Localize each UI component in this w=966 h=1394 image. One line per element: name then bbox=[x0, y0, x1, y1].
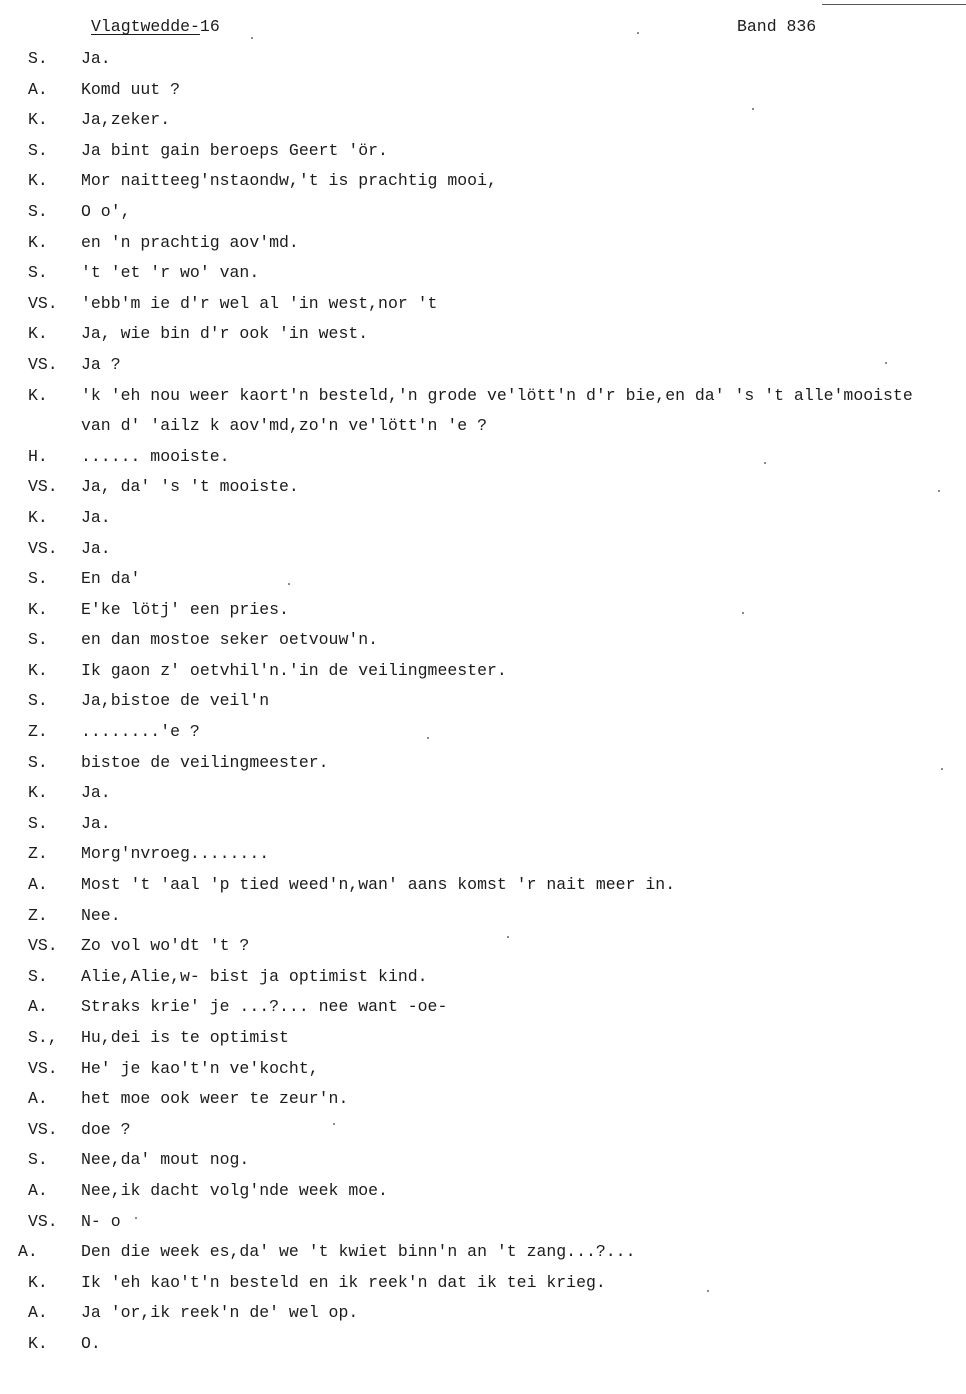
utterance-text: Ja. bbox=[81, 49, 111, 68]
speaker-label: VS. bbox=[28, 1119, 58, 1139]
speaker-label: VS. bbox=[28, 538, 58, 558]
utterance-text: en dan mostoe seker oetvouw'n. bbox=[81, 630, 379, 650]
speaker-label: Z. bbox=[28, 722, 48, 742]
speaker-label: S. bbox=[28, 752, 48, 772]
speaker-label: K. bbox=[28, 1333, 48, 1353]
utterance-text: 't 'et 'r wo' van. bbox=[81, 263, 260, 283]
dialogue-line bbox=[0, 1088, 966, 1119]
scan-speck bbox=[941, 768, 943, 770]
speaker-label: S. bbox=[28, 630, 48, 650]
dialogue-line bbox=[0, 354, 966, 385]
scan-speck bbox=[764, 462, 766, 464]
speaker-label: VS. bbox=[28, 1058, 58, 1078]
dialogue-line bbox=[0, 1211, 966, 1242]
dialogue-line bbox=[0, 538, 966, 569]
speaker-label: S. bbox=[28, 140, 48, 160]
dialogue-line bbox=[0, 935, 966, 966]
utterance-text: Ja, da' 's 't mooiste. bbox=[81, 477, 299, 497]
speaker-label: Z. bbox=[28, 844, 48, 864]
utterance-text: O. bbox=[81, 1333, 101, 1353]
utterance-text: Ik 'eh kao't'n besteld en ik reek'n dat ik tei krieg. bbox=[81, 1272, 606, 1292]
utterance-text: Nee. bbox=[81, 905, 121, 925]
top-rule bbox=[822, 4, 966, 5]
dialogue-line bbox=[0, 170, 966, 201]
utterance-text: Zo vol wo'dt 't ? bbox=[81, 936, 250, 956]
speaker-label: Z. bbox=[28, 905, 48, 925]
utterance-text: 'ebb'm ie d'r wel al 'in west,nor 't bbox=[81, 293, 438, 313]
dialogue-line bbox=[0, 446, 966, 477]
dialogue-line bbox=[0, 48, 966, 79]
dialogue-line bbox=[0, 690, 966, 721]
dialogue-line bbox=[0, 262, 966, 293]
utterance-text: Ja. bbox=[81, 783, 111, 803]
scan-speck bbox=[752, 108, 754, 110]
dialogue-line bbox=[0, 996, 966, 1027]
speaker-label: K. bbox=[28, 1272, 48, 1292]
dialogue-line bbox=[0, 1027, 966, 1058]
utterance-text: Den die week es,da' we 't kwiet binn'n an 't zang...?... bbox=[81, 1242, 636, 1262]
speaker-label: A. bbox=[28, 1089, 48, 1109]
speaker-label: VS. bbox=[28, 354, 58, 374]
dialogue-line bbox=[0, 966, 966, 997]
speaker-label: K. bbox=[28, 660, 48, 680]
scan-speck bbox=[251, 37, 253, 39]
scan-speck bbox=[135, 1217, 137, 1219]
speaker-label: A. bbox=[28, 1180, 48, 1200]
speaker-label: S. bbox=[28, 966, 48, 986]
scan-speck bbox=[637, 32, 639, 34]
speaker-label: S. bbox=[28, 201, 48, 221]
dialogue-line bbox=[0, 140, 966, 171]
speaker-label: K. bbox=[28, 783, 48, 803]
utterance-text: Ik gaon z' oetvhil'n.'in de veilingmeester. bbox=[81, 660, 507, 680]
dialogue-line bbox=[0, 905, 966, 936]
dialogue-line bbox=[0, 109, 966, 140]
utterance-text: O o', bbox=[81, 201, 131, 221]
utterance-text: Nee,ik dacht volg'nde week moe. bbox=[81, 1180, 388, 1200]
speaker-label: A. bbox=[28, 875, 48, 895]
scan-speck bbox=[885, 362, 887, 364]
utterance-text: Alie,Alie,w- bist ja optimist kind. bbox=[81, 966, 428, 986]
utterance-text: Ja,zeker. bbox=[81, 110, 171, 130]
speaker-label: H. bbox=[28, 446, 48, 466]
utterance-text: Komd uut ? bbox=[81, 79, 181, 99]
speaker-label: VS. bbox=[28, 293, 58, 313]
speaker-label: S. bbox=[28, 569, 48, 589]
utterance-text: Ja. bbox=[81, 507, 111, 527]
dialogue-line bbox=[0, 1180, 966, 1211]
speaker-label: S. bbox=[28, 49, 48, 68]
dialogue-line bbox=[0, 385, 966, 416]
dialogue-line bbox=[0, 660, 966, 691]
speaker-label: S. bbox=[28, 263, 48, 283]
dialogue-line bbox=[0, 232, 966, 263]
scan-speck bbox=[333, 1123, 335, 1125]
speaker-label: S. bbox=[28, 1150, 48, 1170]
utterance-text: Ja. bbox=[81, 538, 111, 558]
utterance-text: Morg'nvroeg........ bbox=[81, 844, 270, 864]
utterance-text: en 'n prachtig aov'md. bbox=[81, 232, 299, 252]
speaker-label: K. bbox=[28, 232, 48, 252]
dialogue-line bbox=[0, 293, 966, 324]
dialogue-line bbox=[0, 843, 966, 874]
utterance-text: ...... mooiste. bbox=[81, 446, 230, 466]
speaker-label: VS. bbox=[28, 477, 58, 497]
utterance-text: Ja, wie bin d'r ook 'in west. bbox=[81, 324, 369, 344]
scan-speck bbox=[288, 583, 290, 585]
dialogue-line bbox=[0, 568, 966, 599]
speaker-label: VS. bbox=[28, 1211, 58, 1231]
scan-speck bbox=[742, 612, 744, 614]
dialogue-line bbox=[0, 874, 966, 905]
utterance-text: Hu,dei is te optimist bbox=[81, 1028, 289, 1047]
dialogue-line bbox=[0, 1272, 966, 1303]
utterance-text: bistoe de veilingmeester. bbox=[81, 752, 329, 772]
dialogue-line bbox=[0, 813, 966, 844]
speaker-label: K. bbox=[28, 110, 48, 130]
scan-speck bbox=[507, 936, 509, 938]
dialogue-lines bbox=[0, 48, 966, 1364]
dialogue-line bbox=[0, 1241, 966, 1272]
document-title bbox=[91, 17, 220, 36]
scan-speck bbox=[707, 1290, 709, 1292]
utterance-text: He' je kao't'n ve'kocht, bbox=[81, 1058, 319, 1078]
utterance-text: Ja 'or,ik reek'n de' wel op. bbox=[81, 1303, 359, 1323]
dialogue-line bbox=[0, 507, 966, 538]
title-place: Vlagtwedde- bbox=[91, 17, 200, 36]
utterance-text: N- o bbox=[81, 1211, 121, 1231]
utterance-text: Mor naitteeg'nstaondw,'t is prachtig mooi, bbox=[81, 171, 497, 191]
speaker-label: K. bbox=[28, 385, 48, 405]
utterance-text: 'k 'eh nou weer kaort'n besteld,'n grode ve'lött'n d'r bie,en da' 's 't alle'mooiste bbox=[81, 385, 913, 405]
title-number: 16 bbox=[199, 17, 220, 36]
utterance-text: doe ? bbox=[81, 1119, 131, 1139]
utterance-text: E'ke lötj' een pries. bbox=[81, 599, 289, 619]
dialogue-line bbox=[0, 1302, 966, 1333]
dialogue-line bbox=[0, 79, 966, 110]
dialogue-line bbox=[0, 1149, 966, 1180]
dialogue-line bbox=[0, 1333, 966, 1364]
speaker-label: A. bbox=[28, 1303, 48, 1323]
utterance-text: En da' bbox=[81, 569, 141, 589]
dialogue-line bbox=[0, 782, 966, 813]
scan-speck bbox=[427, 737, 429, 739]
dialogue-line bbox=[0, 599, 966, 630]
speaker-label: A. bbox=[28, 997, 48, 1017]
utterance-text: Straks krie' je ...?... nee want -oe- bbox=[81, 997, 448, 1017]
dialogue-line bbox=[0, 752, 966, 783]
dialogue-line bbox=[0, 323, 966, 354]
speaker-label: A. bbox=[28, 79, 48, 99]
utterance-text: ........'e ? bbox=[81, 722, 200, 742]
band-label: Band 836 bbox=[737, 17, 817, 36]
speaker-label: A. bbox=[18, 1242, 38, 1262]
speaker-label: K. bbox=[28, 599, 48, 619]
utterance-text: Most 't 'aal 'p tied weed'n,wan' aans komst 'r nait meer in. bbox=[81, 875, 676, 895]
utterance-text: Nee,da' mout nog. bbox=[81, 1150, 250, 1170]
speaker-label: S., bbox=[28, 1028, 58, 1047]
speaker-label: VS. bbox=[28, 936, 58, 956]
speaker-label: S. bbox=[28, 813, 48, 833]
utterance-text: het moe ook weer te zeur'n. bbox=[81, 1089, 349, 1109]
utterance-text: Ja. bbox=[81, 813, 111, 833]
dialogue-line bbox=[0, 415, 966, 446]
dialogue-line bbox=[0, 1058, 966, 1089]
utterance-text: Ja bint gain beroeps Geert 'ör. bbox=[81, 140, 388, 160]
speaker-label: K. bbox=[28, 507, 48, 527]
speaker-label: K. bbox=[28, 171, 48, 191]
dialogue-line bbox=[0, 629, 966, 660]
utterance-text: Ja,bistoe de veil'n bbox=[81, 691, 270, 711]
speaker-label: S. bbox=[28, 691, 48, 711]
utterance-text: van d' 'ailz k aov'md,zo'n ve'lött'n 'e ? bbox=[81, 416, 487, 436]
dialogue-line bbox=[0, 1119, 966, 1150]
scan-speck bbox=[938, 490, 940, 492]
dialogue-line bbox=[0, 201, 966, 232]
speaker-label: K. bbox=[28, 324, 48, 344]
utterance-text: Ja ? bbox=[81, 354, 121, 374]
dialogue-line bbox=[0, 476, 966, 507]
dialogue-line bbox=[0, 721, 966, 752]
